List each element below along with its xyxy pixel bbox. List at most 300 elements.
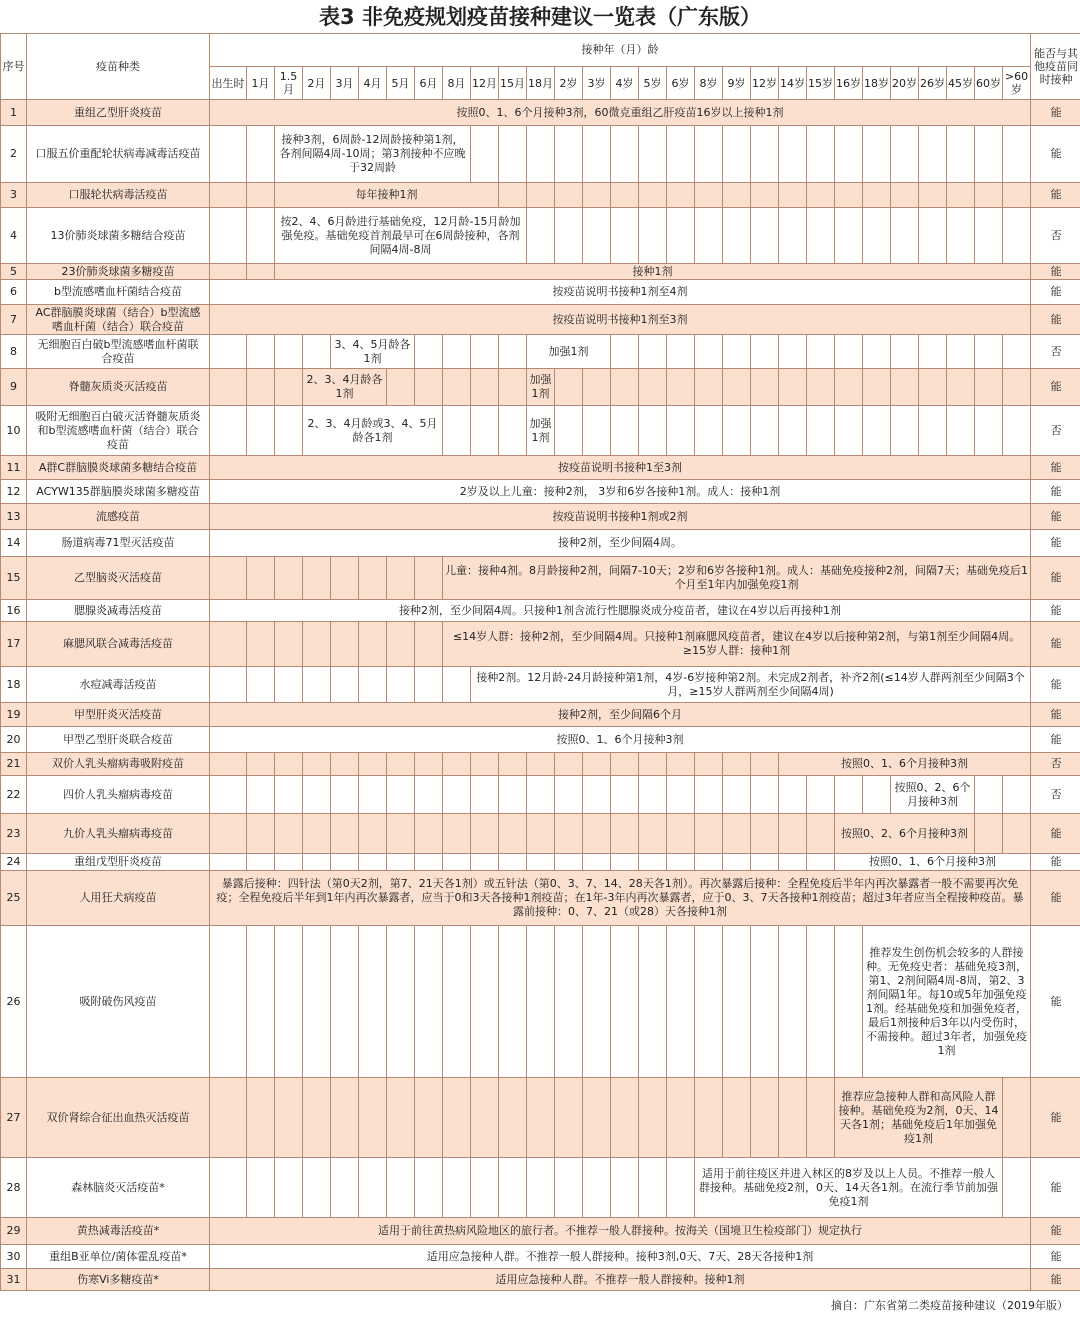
concurrent-flag: 能 bbox=[1031, 622, 1080, 667]
row-number: 21 bbox=[1, 753, 27, 776]
vaccine-name: 人用狂犬病疫苗 bbox=[27, 871, 210, 926]
concurrent-flag: 否 bbox=[1031, 406, 1080, 456]
empty-cell bbox=[751, 753, 779, 776]
empty-cell bbox=[723, 369, 751, 406]
empty-cell bbox=[667, 814, 695, 854]
row-number: 5 bbox=[1, 264, 27, 280]
empty-cell bbox=[275, 667, 303, 703]
empty-cell bbox=[499, 1158, 527, 1218]
empty-cell bbox=[695, 126, 723, 183]
row-number: 6 bbox=[1, 280, 27, 305]
schedule-note: 按照0、1、6个月接种3剂，60微克重组乙肝疫苗16岁以上接种1剂 bbox=[210, 100, 1031, 126]
header-age-cell: 2月 bbox=[303, 67, 331, 100]
table-row bbox=[1, 1158, 1080, 1218]
empty-cell bbox=[891, 369, 919, 406]
empty-cell bbox=[210, 753, 247, 776]
empty-cell bbox=[1003, 1078, 1031, 1158]
empty-cell bbox=[667, 335, 695, 369]
empty-cell bbox=[499, 926, 527, 1078]
empty-cell bbox=[667, 776, 695, 814]
empty-cell bbox=[583, 208, 611, 264]
empty-cell bbox=[527, 776, 555, 814]
concurrent-flag: 能 bbox=[1031, 871, 1080, 926]
row-number: 14 bbox=[1, 530, 27, 557]
empty-cell bbox=[275, 926, 303, 1078]
empty-cell bbox=[751, 854, 779, 871]
empty-cell bbox=[863, 369, 891, 406]
header-seq: 序号 bbox=[1, 34, 27, 100]
table-row bbox=[1, 814, 1080, 854]
empty-cell bbox=[247, 854, 275, 871]
source-note: 摘自：广东省第二类疫苗接种建议（2019年版） bbox=[831, 1299, 1068, 1312]
empty-cell bbox=[210, 183, 247, 208]
empty-cell bbox=[275, 557, 303, 600]
empty-cell bbox=[247, 776, 275, 814]
empty-cell bbox=[499, 369, 527, 406]
vaccine-name: 重组戊型肝炎疫苗 bbox=[27, 854, 210, 871]
table-row bbox=[1, 926, 1080, 1078]
empty-cell bbox=[387, 369, 415, 406]
vaccine-name: 黄热减毒活疫苗* bbox=[27, 1218, 210, 1245]
empty-cell bbox=[555, 776, 583, 814]
empty-cell bbox=[387, 926, 415, 1078]
empty-cell bbox=[1003, 406, 1031, 456]
booster-note: 加强1剂 bbox=[527, 369, 555, 406]
empty-cell bbox=[611, 753, 639, 776]
empty-cell bbox=[275, 1158, 303, 1218]
empty-cell bbox=[303, 926, 331, 1078]
schedule-note: 接种1剂 bbox=[275, 264, 1031, 280]
concurrent-flag: 能 bbox=[1031, 1245, 1080, 1269]
schedule-note: 按照0、2、6个月接种3剂 bbox=[891, 776, 975, 814]
schedule-note: 按疫苗说明书接种1剂或2剂 bbox=[210, 504, 1031, 530]
empty-cell bbox=[583, 776, 611, 814]
header-age-cell: 12月 bbox=[471, 67, 499, 100]
empty-cell bbox=[359, 622, 387, 667]
empty-cell bbox=[779, 776, 807, 814]
empty-cell bbox=[695, 406, 723, 456]
empty-cell bbox=[415, 335, 443, 369]
empty-cell bbox=[723, 208, 751, 264]
empty-cell bbox=[807, 183, 835, 208]
concurrent-flag: 能 bbox=[1031, 1218, 1080, 1245]
header-age-cell: 1月 bbox=[247, 67, 275, 100]
empty-cell bbox=[359, 926, 387, 1078]
header-age-cell: 16岁 bbox=[835, 67, 863, 100]
header-age-cell: 8月 bbox=[443, 67, 471, 100]
header-age-cell: 15岁 bbox=[807, 67, 835, 100]
empty-cell bbox=[471, 335, 499, 369]
empty-cell bbox=[639, 369, 667, 406]
empty-cell bbox=[555, 208, 583, 264]
empty-cell bbox=[303, 753, 331, 776]
empty-cell bbox=[975, 183, 1003, 208]
empty-cell bbox=[611, 1078, 639, 1158]
row-number: 15 bbox=[1, 557, 27, 600]
empty-cell bbox=[471, 753, 499, 776]
empty-cell bbox=[275, 1078, 303, 1158]
schedule-note: 接种2剂，至少间隔4周。 bbox=[210, 530, 1031, 557]
vaccine-name: 重组B亚单位/菌体霍乱疫苗* bbox=[27, 1245, 210, 1269]
empty-cell bbox=[723, 926, 751, 1078]
empty-cell bbox=[275, 814, 303, 854]
header-concurrent: 能否与其他疫苗同时接种 bbox=[1031, 34, 1080, 100]
empty-cell bbox=[387, 667, 415, 703]
row-number: 9 bbox=[1, 369, 27, 406]
concurrent-flag: 能 bbox=[1031, 100, 1080, 126]
vaccine-table bbox=[0, 33, 1080, 1291]
empty-cell bbox=[443, 369, 471, 406]
empty-cell bbox=[751, 926, 779, 1078]
empty-cell bbox=[751, 126, 779, 183]
empty-cell bbox=[835, 369, 863, 406]
empty-cell bbox=[443, 776, 471, 814]
empty-cell bbox=[779, 406, 807, 456]
table-row bbox=[1, 1245, 1080, 1269]
empty-cell bbox=[779, 814, 807, 854]
concurrent-flag: 否 bbox=[1031, 335, 1080, 369]
schedule-note: 接种2剂，至少间隔4周。只接种1剂含流行性腮腺炎成分疫苗者，建议在4岁以后再接种1剂 bbox=[210, 600, 1031, 622]
row-number: 19 bbox=[1, 703, 27, 727]
empty-cell bbox=[331, 1158, 359, 1218]
empty-cell bbox=[919, 335, 947, 369]
empty-cell bbox=[1003, 183, 1031, 208]
empty-cell bbox=[975, 208, 1003, 264]
empty-cell bbox=[583, 926, 611, 1078]
empty-cell bbox=[247, 1078, 275, 1158]
empty-cell bbox=[639, 753, 667, 776]
empty-cell bbox=[807, 335, 835, 369]
schedule-note: 2、3、4月龄各1剂 bbox=[303, 369, 387, 406]
empty-cell bbox=[779, 183, 807, 208]
empty-cell bbox=[695, 926, 723, 1078]
empty-cell bbox=[331, 557, 359, 600]
empty-cell bbox=[695, 183, 723, 208]
header-age-cell: 9岁 bbox=[723, 67, 751, 100]
row-number: 1 bbox=[1, 100, 27, 126]
empty-cell bbox=[303, 557, 331, 600]
empty-cell bbox=[723, 753, 751, 776]
empty-cell bbox=[947, 208, 975, 264]
empty-cell bbox=[779, 854, 807, 871]
row-number: 17 bbox=[1, 622, 27, 667]
table-row bbox=[1, 100, 1080, 126]
booster-note: 加强1剂 bbox=[527, 406, 555, 456]
row-number: 11 bbox=[1, 456, 27, 480]
table-row bbox=[1, 369, 1080, 406]
empty-cell bbox=[247, 183, 275, 208]
empty-cell bbox=[583, 814, 611, 854]
table-row bbox=[1, 183, 1080, 208]
empty-cell bbox=[210, 854, 247, 871]
empty-cell bbox=[247, 335, 275, 369]
empty-cell bbox=[387, 1078, 415, 1158]
empty-cell bbox=[471, 406, 499, 456]
empty-cell bbox=[611, 1158, 639, 1218]
vaccine-name: 水痘减毒活疫苗 bbox=[27, 667, 210, 703]
empty-cell bbox=[807, 776, 835, 814]
vaccine-name: ACYW135群脑膜炎球菌多糖疫苗 bbox=[27, 480, 210, 504]
empty-cell bbox=[639, 208, 667, 264]
vaccine-name: 13价肺炎球菌多糖结合疫苗 bbox=[27, 208, 210, 264]
empty-cell bbox=[695, 369, 723, 406]
empty-cell bbox=[723, 183, 751, 208]
empty-cell bbox=[863, 776, 891, 814]
header-age: 接种年（月）龄 bbox=[210, 34, 1031, 67]
vaccine-name: 23价肺炎球菌多糖疫苗 bbox=[27, 264, 210, 280]
empty-cell bbox=[723, 406, 751, 456]
empty-cell bbox=[275, 622, 303, 667]
vaccine-name: 重组乙型肝炎疫苗 bbox=[27, 100, 210, 126]
table-row bbox=[1, 776, 1080, 814]
table-row bbox=[1, 1078, 1080, 1158]
empty-cell bbox=[443, 753, 471, 776]
empty-cell bbox=[947, 335, 975, 369]
empty-cell bbox=[639, 335, 667, 369]
empty-cell bbox=[331, 1078, 359, 1158]
concurrent-flag: 能 bbox=[1031, 504, 1080, 530]
empty-cell bbox=[919, 126, 947, 183]
empty-cell bbox=[555, 126, 583, 183]
empty-cell bbox=[331, 926, 359, 1078]
empty-cell bbox=[639, 1078, 667, 1158]
empty-cell bbox=[1003, 208, 1031, 264]
concurrent-flag: 能 bbox=[1031, 480, 1080, 504]
vaccine-name: 无细胞百白破b型流感嗜血杆菌联合疫苗 bbox=[27, 335, 210, 369]
empty-cell bbox=[247, 406, 275, 456]
empty-cell bbox=[210, 406, 247, 456]
table-row bbox=[1, 504, 1080, 530]
row-number: 24 bbox=[1, 854, 27, 871]
empty-cell bbox=[499, 814, 527, 854]
row-number: 22 bbox=[1, 776, 27, 814]
empty-cell bbox=[303, 622, 331, 667]
empty-cell bbox=[443, 1078, 471, 1158]
empty-cell bbox=[499, 753, 527, 776]
concurrent-flag: 能 bbox=[1031, 854, 1080, 871]
empty-cell bbox=[415, 622, 443, 667]
empty-cell bbox=[415, 667, 443, 703]
empty-cell bbox=[807, 814, 835, 854]
empty-cell bbox=[210, 622, 247, 667]
empty-cell bbox=[863, 126, 891, 183]
empty-cell bbox=[835, 926, 863, 1078]
header-age-cell: 4岁 bbox=[611, 67, 639, 100]
empty-cell bbox=[555, 814, 583, 854]
schedule-note: 适用于前往疫区并进入林区的8岁及以上人员。不推荐一般人群接种。基础免疫2剂，0天、14天各1剂。在流行季节前加强免疫1剂 bbox=[695, 1158, 1003, 1218]
row-number: 30 bbox=[1, 1245, 27, 1269]
concurrent-flag: 能 bbox=[1031, 264, 1080, 280]
empty-cell bbox=[443, 1158, 471, 1218]
row-number: 13 bbox=[1, 504, 27, 530]
empty-cell bbox=[247, 208, 275, 264]
empty-cell bbox=[415, 854, 443, 871]
empty-cell bbox=[471, 814, 499, 854]
empty-cell bbox=[210, 208, 247, 264]
empty-cell bbox=[863, 406, 891, 456]
empty-cell bbox=[471, 126, 499, 183]
empty-cell bbox=[415, 369, 443, 406]
schedule-note: 暴露后接种：四针法（第0天2剂，第7、21天各1剂）或五针法（第0、3、7、14、28天各1剂）。再次暴露后接种：全程免疫后半年内再次暴露者一般不需要再次免疫；全程免疫后半年到1年内再次暴露者，应当于0和3天各接种1剂疫苗；在1年-3年内再次暴露者，应于0、3、7天各接种1剂疫苗；超过3年者应当全程接种疫苗。暴露前接种：0、7、21（或28）天各接种1剂 bbox=[210, 871, 1031, 926]
empty-cell bbox=[583, 406, 611, 456]
empty-cell bbox=[667, 406, 695, 456]
empty-cell bbox=[751, 369, 779, 406]
empty-cell bbox=[247, 622, 275, 667]
empty-cell bbox=[667, 1158, 695, 1218]
empty-cell bbox=[471, 776, 499, 814]
empty-cell bbox=[863, 208, 891, 264]
empty-cell bbox=[583, 753, 611, 776]
table-row bbox=[1, 727, 1080, 753]
schedule-note: 推荐应急接种人群和高风险人群接种。基础免疫为2剂，0天、14天各1剂；基础免疫后1年加强免疫1剂 bbox=[835, 1078, 1003, 1158]
empty-cell bbox=[695, 814, 723, 854]
empty-cell bbox=[471, 1158, 499, 1218]
table-row bbox=[1, 126, 1080, 183]
header-age-cell: >60岁 bbox=[1003, 67, 1031, 100]
schedule-note: 推荐发生创伤机会较多的人群接种。无免疫史者：基础免疫3剂，第1、2剂间隔4周-8周，第2、3剂间隔1年。每10或5年加强免疫1剂。经基础免疫和加强免疫者，最后1剂接种后3年以内受伤时，不需接种。超过3年者，加强免疫1剂 bbox=[863, 926, 1031, 1078]
table-row bbox=[1, 1269, 1080, 1291]
schedule-note: 接种3剂，6周龄-12周龄接种第1剂，各剂间隔4周-10周；第3剂接种不应晚于32周龄 bbox=[275, 126, 471, 183]
empty-cell bbox=[247, 126, 275, 183]
empty-cell bbox=[443, 854, 471, 871]
empty-cell bbox=[331, 622, 359, 667]
empty-cell bbox=[695, 854, 723, 871]
table-row bbox=[1, 406, 1080, 456]
header-age-cell: 4月 bbox=[359, 67, 387, 100]
empty-cell bbox=[275, 753, 303, 776]
empty-cell bbox=[611, 183, 639, 208]
schedule-note: 按疫苗说明书接种1至3剂 bbox=[210, 456, 1031, 480]
vaccine-name: 九价人乳头瘤病毒疫苗 bbox=[27, 814, 210, 854]
empty-cell bbox=[527, 814, 555, 854]
empty-cell bbox=[210, 926, 247, 1078]
concurrent-flag: 否 bbox=[1031, 753, 1080, 776]
vaccine-name: 伤寒Vi多糖疫苗* bbox=[27, 1269, 210, 1291]
schedule-note: 接种2剂。12月龄-24月龄接种第1剂，4岁-6岁接种第2剂。未完成2剂者，补齐2剂(≤14岁人群两剂至少间隔3个月，≥15岁人群两剂至少间隔4周) bbox=[471, 667, 1031, 703]
empty-cell bbox=[751, 1078, 779, 1158]
empty-cell bbox=[779, 335, 807, 369]
empty-cell bbox=[667, 753, 695, 776]
header-age-cell: 2岁 bbox=[555, 67, 583, 100]
vaccine-name: 流感疫苗 bbox=[27, 504, 210, 530]
vaccine-name: 双价肾综合征出血热灭活疫苗 bbox=[27, 1078, 210, 1158]
empty-cell bbox=[583, 126, 611, 183]
empty-cell bbox=[247, 753, 275, 776]
empty-cell bbox=[247, 814, 275, 854]
row-number: 3 bbox=[1, 183, 27, 208]
empty-cell bbox=[387, 557, 415, 600]
empty-cell bbox=[387, 776, 415, 814]
empty-cell bbox=[947, 126, 975, 183]
empty-cell bbox=[807, 926, 835, 1078]
empty-cell bbox=[779, 208, 807, 264]
table-row bbox=[1, 530, 1080, 557]
empty-cell bbox=[499, 406, 527, 456]
vaccine-name: 口服五价重配轮状病毒减毒活疫苗 bbox=[27, 126, 210, 183]
empty-cell bbox=[807, 854, 835, 871]
concurrent-flag: 否 bbox=[1031, 208, 1080, 264]
empty-cell bbox=[275, 335, 303, 369]
empty-cell bbox=[303, 335, 331, 369]
empty-cell bbox=[499, 335, 527, 369]
schedule-note: 按照0、1、6个月接种3剂 bbox=[779, 753, 1031, 776]
empty-cell bbox=[471, 369, 499, 406]
empty-cell bbox=[667, 926, 695, 1078]
empty-cell bbox=[303, 776, 331, 814]
empty-cell bbox=[891, 208, 919, 264]
empty-cell bbox=[1003, 1158, 1031, 1218]
concurrent-flag: 能 bbox=[1031, 557, 1080, 600]
row-number: 25 bbox=[1, 871, 27, 926]
empty-cell bbox=[807, 369, 835, 406]
table-row bbox=[1, 264, 1080, 280]
empty-cell bbox=[359, 854, 387, 871]
empty-cell bbox=[247, 1158, 275, 1218]
empty-cell bbox=[275, 369, 303, 406]
empty-cell bbox=[667, 369, 695, 406]
empty-cell bbox=[471, 1078, 499, 1158]
header-age-cell: 26岁 bbox=[919, 67, 947, 100]
table-row bbox=[1, 280, 1080, 305]
header-age-cell: 5岁 bbox=[639, 67, 667, 100]
concurrent-flag: 能 bbox=[1031, 814, 1080, 854]
empty-cell bbox=[919, 406, 947, 456]
concurrent-flag: 能 bbox=[1031, 530, 1080, 557]
empty-cell bbox=[891, 183, 919, 208]
empty-cell bbox=[751, 335, 779, 369]
empty-cell bbox=[583, 1078, 611, 1158]
vaccine-name: 吸附破伤风疫苗 bbox=[27, 926, 210, 1078]
empty-cell bbox=[807, 126, 835, 183]
vaccine-name: 口服轮状病毒活疫苗 bbox=[27, 183, 210, 208]
header-age-cell: 5月 bbox=[387, 67, 415, 100]
empty-cell bbox=[471, 926, 499, 1078]
empty-cell bbox=[639, 854, 667, 871]
empty-cell bbox=[387, 854, 415, 871]
empty-cell bbox=[555, 1158, 583, 1218]
empty-cell bbox=[415, 926, 443, 1078]
empty-cell bbox=[751, 776, 779, 814]
empty-cell bbox=[275, 406, 303, 456]
schedule-note: 按照0、2、6个月接种3剂 bbox=[835, 814, 975, 854]
empty-cell bbox=[303, 854, 331, 871]
empty-cell bbox=[247, 926, 275, 1078]
table-row bbox=[1, 667, 1080, 703]
empty-cell bbox=[555, 1078, 583, 1158]
empty-cell bbox=[303, 667, 331, 703]
empty-cell bbox=[359, 753, 387, 776]
empty-cell bbox=[611, 406, 639, 456]
empty-cell bbox=[611, 208, 639, 264]
header-age-cell: 3岁 bbox=[583, 67, 611, 100]
concurrent-flag: 能 bbox=[1031, 183, 1080, 208]
empty-cell bbox=[499, 126, 527, 183]
empty-cell bbox=[947, 369, 975, 406]
empty-cell bbox=[415, 753, 443, 776]
schedule-note: 每年接种1剂 bbox=[275, 183, 499, 208]
empty-cell bbox=[667, 183, 695, 208]
header-vaccine: 疫苗种类 bbox=[27, 34, 210, 100]
empty-cell bbox=[611, 926, 639, 1078]
empty-cell bbox=[639, 1158, 667, 1218]
vaccine-name: 双价人乳头瘤病毒吸附疫苗 bbox=[27, 753, 210, 776]
empty-cell bbox=[751, 814, 779, 854]
empty-cell bbox=[891, 406, 919, 456]
empty-cell bbox=[611, 854, 639, 871]
vaccine-name: AC群脑膜炎球菌（结合）b型流感嗜血杆菌（结合）联合疫苗 bbox=[27, 305, 210, 335]
empty-cell bbox=[359, 557, 387, 600]
header-age-cell: 6月 bbox=[415, 67, 443, 100]
